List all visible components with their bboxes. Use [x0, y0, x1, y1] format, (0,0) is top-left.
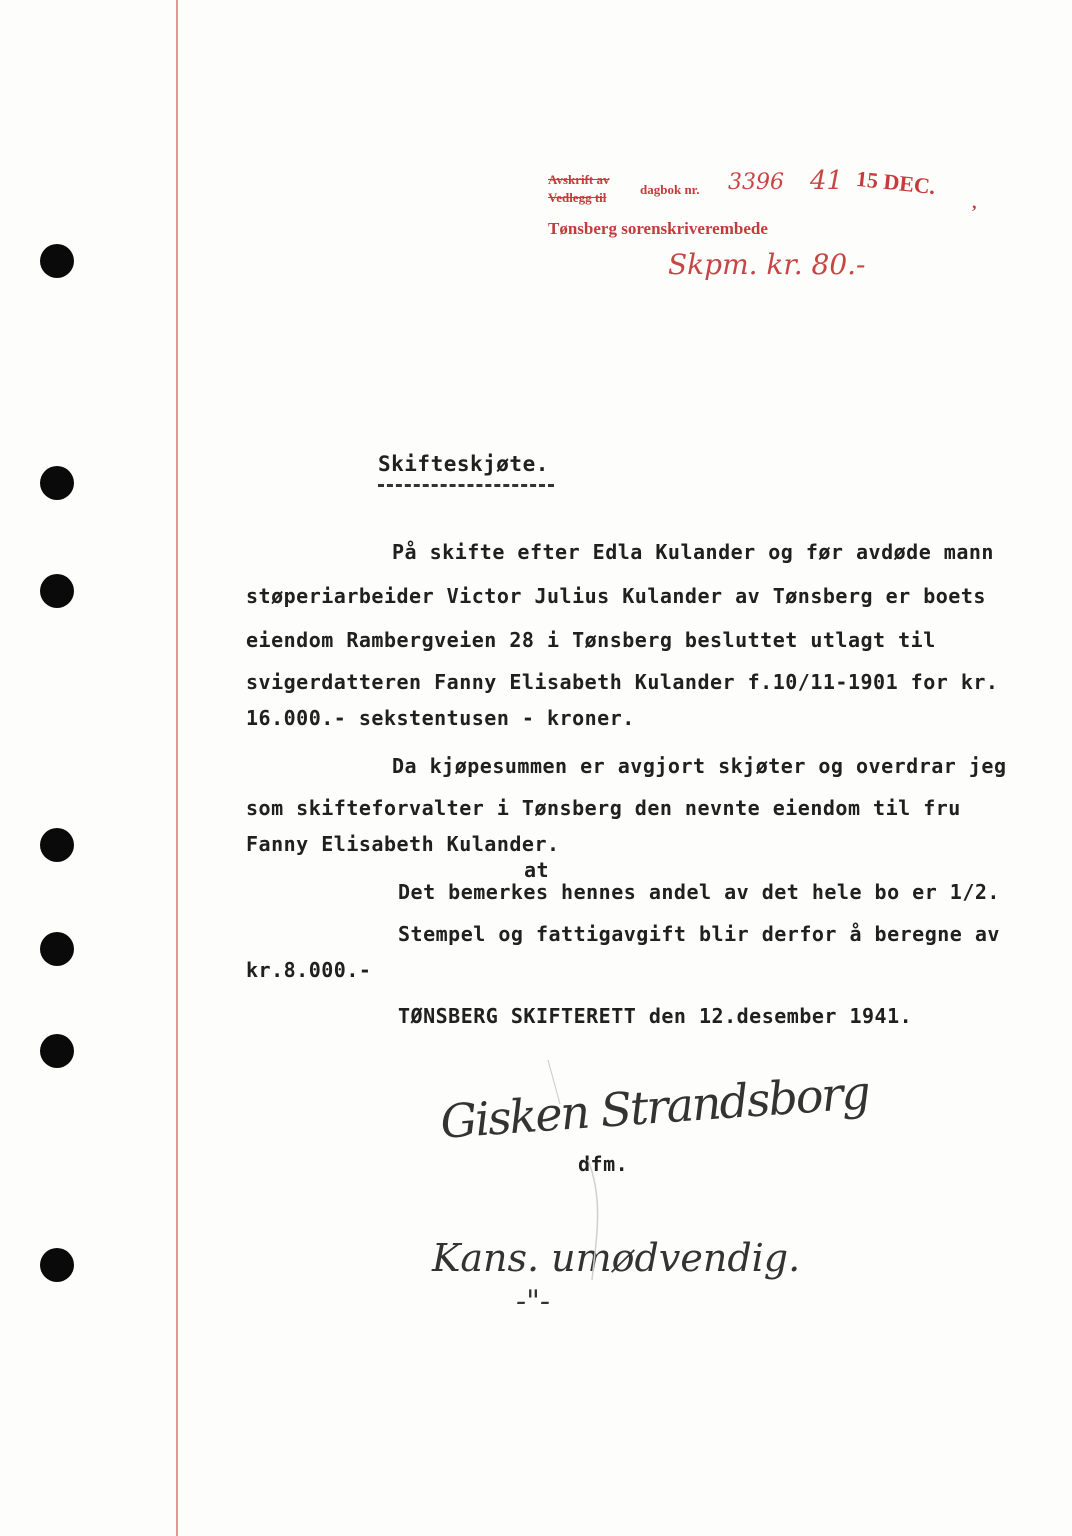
body-line: Det bemerkes hennes andel av det hele bo er 1/2. [398, 880, 1000, 904]
body-line: eiendom Rambergveien 28 i Tønsberg besluttet utlagt til [246, 628, 936, 652]
stamp-dagbok-label: dagbok nr. [640, 182, 700, 197]
body-line: svigerdatteren Fanny Elisabeth Kulander f.10/11-1901 for kr. [246, 670, 999, 694]
fee-note: Skpm. kr. 80.- [668, 248, 866, 281]
stamp-vedlegg-label: Vedlegg til [548, 190, 607, 205]
body-line: Fanny Elisabeth Kulander. [246, 832, 560, 856]
body-line: som skifteforvalter i Tønsberg den nevnte eiendom til fru [246, 796, 961, 820]
place-date-line: TØNSBERG SKIFTERETT den 12.desember 1941. [398, 1004, 913, 1028]
pencil-stroke [548, 1060, 560, 1104]
stamp-avskrift-label: Avskrift av [548, 172, 610, 187]
body-line: Da kjøpesummen er avgjort skjøter og overdrar jeg [392, 754, 1007, 778]
body-line: 16.000.- sekstentusen - kroner. [246, 706, 635, 730]
body-line: støperiarbeider Victor Julius Kulander av Tønsberg er boets [246, 584, 986, 608]
document-title: Skifteskjøte. [378, 452, 549, 476]
handwritten-mark: -"- [516, 1284, 551, 1319]
stamp-comma: , [972, 192, 977, 212]
stamp-office: Tønsberg sorenskriverembede [548, 219, 768, 238]
stamp-date: 15 DEC. [854, 165, 937, 200]
inserted-word: at [524, 858, 550, 882]
body-line: kr.8.000.- [246, 958, 372, 982]
pencil-stroke [588, 1160, 598, 1280]
stamp-year: 41 [810, 166, 844, 196]
body-line: Stempel og fattigavgift blir derfor å beregne av [398, 922, 1000, 946]
body-line: På skifte efter Edla Kulander og før avdøde mann [392, 540, 994, 564]
stamp-dagbok-number: 3396 [728, 170, 784, 195]
signature-title: dfm. [578, 1152, 629, 1176]
handwritten-note: Kans. umødvendig. [432, 1236, 801, 1280]
signature: Gisken Strandsborg [438, 1065, 871, 1149]
